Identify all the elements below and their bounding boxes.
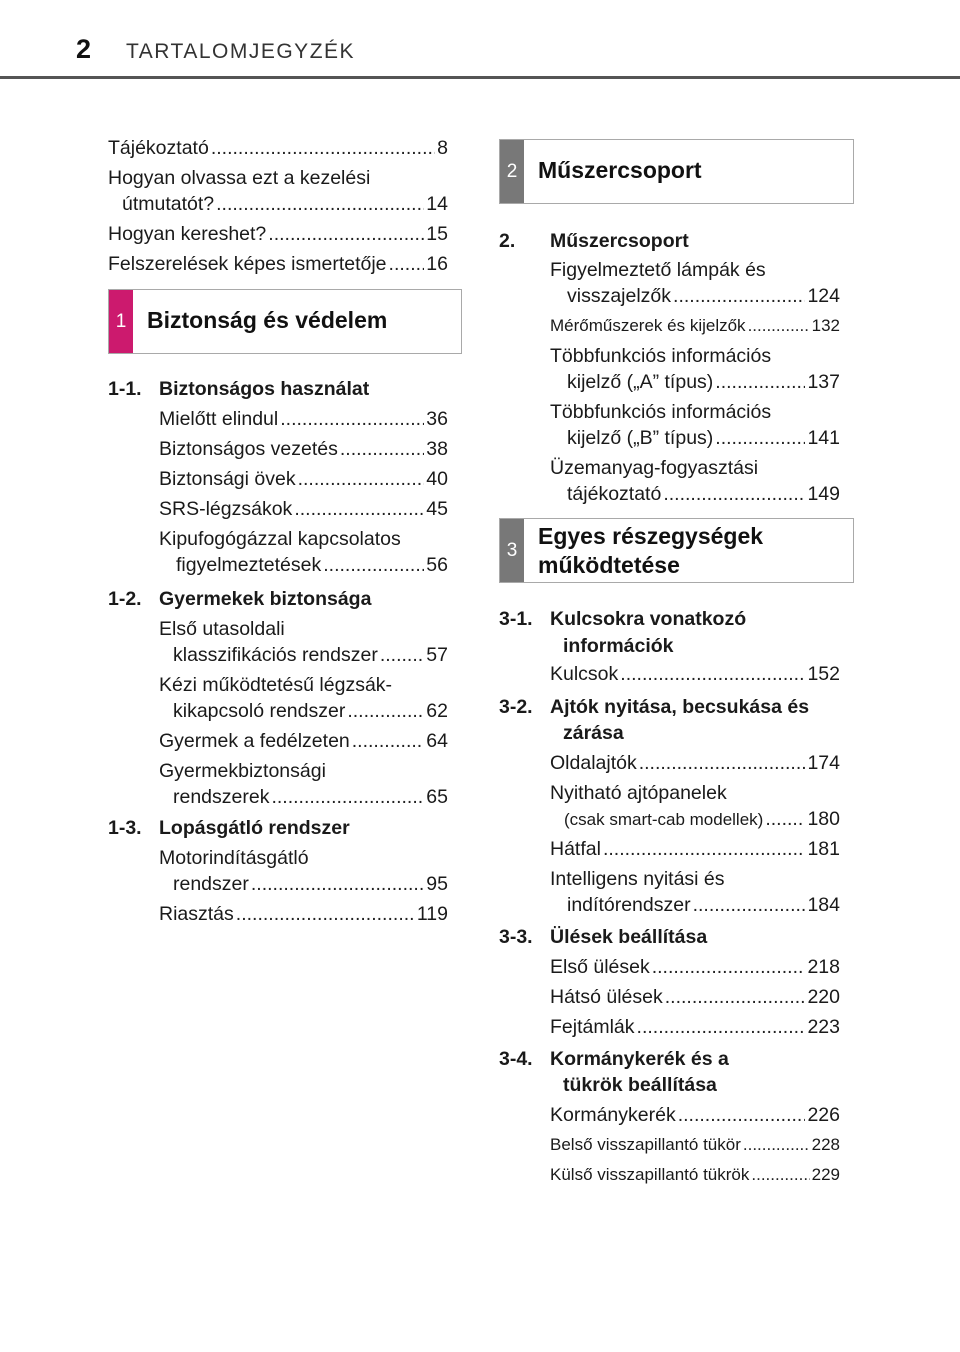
section-number: 1-1. bbox=[108, 378, 142, 400]
section-title: Műszercsoport bbox=[550, 230, 689, 252]
section-title: Ülések beállítása bbox=[550, 926, 708, 948]
section-title: Ajtók nyitása, becsukása és bbox=[550, 696, 810, 718]
entry-page: 57 bbox=[426, 644, 448, 666]
toc-entry[interactable] bbox=[550, 866, 840, 918]
toc-entry[interactable] bbox=[159, 466, 448, 492]
entry-title-cont: tájékoztató bbox=[567, 483, 662, 505]
chapter-title-line: Egyes részegységek bbox=[538, 523, 764, 549]
entry-page: 119 bbox=[416, 903, 448, 925]
toc-entry[interactable] bbox=[159, 616, 448, 668]
entry-title: Oldalajtók bbox=[550, 752, 637, 774]
chapter-box-3[interactable] bbox=[499, 518, 854, 583]
toc-entry[interactable] bbox=[550, 399, 840, 451]
entry-title-cont: kijelző („A” típus) bbox=[567, 371, 714, 393]
entry-page: 62 bbox=[426, 700, 448, 722]
entry-title: Többfunkciós információs bbox=[550, 401, 772, 423]
toc-entry[interactable] bbox=[159, 901, 448, 927]
entry-page: 218 bbox=[807, 956, 840, 978]
section-title-cont: zárása bbox=[563, 722, 624, 744]
entry-page: 220 bbox=[807, 986, 840, 1008]
entry-title-cont: kikapcsoló rendszer bbox=[173, 700, 346, 722]
chapter-number-tab: 1 bbox=[109, 290, 133, 353]
toc-entry[interactable] bbox=[159, 436, 448, 462]
chapter-title bbox=[538, 522, 763, 580]
entry-page: 152 bbox=[807, 663, 840, 685]
toc-entry[interactable] bbox=[108, 165, 448, 217]
entry-title: Fejtámlák bbox=[550, 1016, 635, 1038]
entry-page: 132 bbox=[811, 316, 840, 335]
entry-title-cont: indítórendszer bbox=[567, 894, 691, 916]
section-number: 3-3. bbox=[499, 926, 533, 948]
page-header bbox=[0, 0, 960, 78]
entry-title: Kormánykerék bbox=[550, 1104, 676, 1126]
toc-entry[interactable] bbox=[550, 984, 840, 1010]
entry-title: Gyermek a fedélzeten bbox=[159, 730, 350, 752]
section-heading[interactable] bbox=[499, 1046, 839, 1100]
entry-title: SRS-légzsákok bbox=[159, 498, 293, 520]
section-title: Lopásgátló rendszer bbox=[159, 817, 350, 839]
section-title: Gyermekek biztonsága bbox=[159, 588, 372, 610]
toc-entry[interactable] bbox=[550, 257, 840, 309]
section-number: 3-2. bbox=[499, 696, 533, 718]
entry-title: Biztonságos vezetés bbox=[159, 438, 338, 460]
entry-page: 180 bbox=[807, 808, 840, 830]
section-title: Biztonságos használat bbox=[159, 378, 370, 400]
toc-entry[interactable] bbox=[108, 251, 448, 277]
toc-entry[interactable] bbox=[550, 750, 840, 776]
toc-entry[interactable] bbox=[550, 1132, 840, 1158]
entry-page: 229 bbox=[811, 1165, 840, 1184]
entry-page: 45 bbox=[426, 498, 448, 520]
section-title-cont: információk bbox=[563, 635, 674, 657]
entry-title: Hátfal bbox=[550, 838, 601, 860]
toc-entry[interactable] bbox=[159, 845, 448, 897]
entry-title: Gyermekbiztonsági bbox=[159, 760, 326, 782]
entry-title: Hogyan olvassa ezt a kezelési bbox=[108, 167, 371, 189]
section-number: 1-2. bbox=[108, 588, 142, 610]
chapter-number-tab: 2 bbox=[500, 140, 524, 203]
entry-title-cont: klasszifikációs rendszer bbox=[173, 644, 378, 666]
entry-page: 14 bbox=[426, 193, 448, 215]
entry-title: Nyitható ajtópanelek bbox=[550, 782, 727, 804]
entry-page: 8 bbox=[437, 137, 448, 159]
entry-title-cont: rendszer bbox=[173, 873, 249, 895]
entry-title: Belső visszapillantó tükör bbox=[550, 1135, 741, 1154]
chapter-title: Műszercsoport bbox=[538, 157, 702, 183]
toc-entry[interactable] bbox=[159, 526, 448, 578]
entry-title: Intelligens nyitási és bbox=[550, 868, 725, 890]
toc-entry[interactable] bbox=[159, 758, 448, 810]
entry-page: 181 bbox=[807, 838, 840, 860]
entry-title: Mielőtt elindul bbox=[159, 408, 279, 430]
toc-entry[interactable] bbox=[108, 135, 448, 161]
chapter-box-1[interactable] bbox=[108, 289, 462, 354]
entry-title: Többfunkciós információs bbox=[550, 345, 772, 367]
entry-title: Hogyan kereshet? bbox=[108, 223, 267, 245]
entry-title-cont: kijelző („B” típus) bbox=[567, 427, 714, 449]
entry-page: 15 bbox=[426, 223, 448, 245]
toc-entry[interactable] bbox=[550, 1162, 840, 1188]
entry-title: Biztonsági övek bbox=[159, 468, 296, 490]
entry-page: 141 bbox=[807, 427, 840, 449]
chapter-title-line: működtetése bbox=[538, 552, 680, 578]
entry-title-cont: rendszerek bbox=[173, 786, 270, 808]
entry-title-cont: (csak smart-cab modellek) bbox=[564, 810, 764, 829]
entry-page: 36 bbox=[426, 408, 448, 430]
page-number: 2 bbox=[76, 34, 92, 64]
toc-entry[interactable] bbox=[159, 406, 448, 432]
chapter-number-tab: 3 bbox=[500, 519, 524, 582]
entry-page: 226 bbox=[807, 1104, 840, 1126]
section-title: Kulcsokra vonatkozó bbox=[550, 608, 747, 630]
toc-entry[interactable] bbox=[550, 313, 840, 339]
entry-page: 137 bbox=[807, 371, 840, 393]
toc-entry[interactable] bbox=[550, 661, 840, 687]
section-heading[interactable] bbox=[499, 606, 839, 660]
section-number: 3-4. bbox=[499, 1048, 533, 1070]
entry-title: Első ülések bbox=[550, 956, 650, 978]
entry-page: 223 bbox=[807, 1016, 840, 1038]
toc-entry[interactable] bbox=[550, 954, 840, 980]
chapter-title: Biztonság és védelem bbox=[147, 307, 388, 333]
entry-title: Riasztás bbox=[159, 903, 234, 925]
entry-page: 149 bbox=[807, 483, 840, 505]
entry-title: Kézi működtetésű légzsák- bbox=[159, 674, 393, 696]
toc-entry[interactable] bbox=[159, 496, 448, 522]
entry-title: Külső visszapillantó tükrök bbox=[550, 1165, 750, 1184]
entry-page: 184 bbox=[807, 894, 840, 916]
entry-page: 64 bbox=[426, 730, 448, 752]
page-title: TARTALOMJEGYZÉK bbox=[126, 40, 356, 63]
entry-title-cont: figyelmeztetések bbox=[176, 554, 322, 576]
entry-page: 38 bbox=[426, 438, 448, 460]
section-number: 2. bbox=[499, 230, 516, 252]
chapter-box-2[interactable] bbox=[499, 139, 854, 204]
entry-title: Kulcsok bbox=[550, 663, 619, 685]
entry-page: 16 bbox=[426, 253, 448, 275]
entry-page: 95 bbox=[426, 873, 448, 895]
entry-title: Figyelmeztető lámpák és bbox=[550, 259, 766, 281]
section-heading[interactable] bbox=[499, 694, 839, 748]
entry-title: Mérőműszerek és kijelzők bbox=[550, 316, 746, 335]
entry-page: 124 bbox=[807, 285, 840, 307]
toc-entry[interactable] bbox=[550, 780, 840, 833]
section-number: 3-1. bbox=[499, 608, 533, 630]
entry-title: Kipufogógázzal kapcsolatos bbox=[159, 528, 401, 550]
entry-title-cont: visszajelzők bbox=[567, 285, 672, 307]
section-number: 1-3. bbox=[108, 817, 142, 839]
entry-title: Tájékoztató bbox=[108, 137, 209, 159]
toc-entry[interactable] bbox=[108, 221, 448, 247]
entry-title-cont: útmutatót? bbox=[122, 193, 215, 215]
entry-page: 228 bbox=[811, 1135, 840, 1154]
entry-title: Első utasoldali bbox=[159, 618, 285, 640]
toc-entry[interactable] bbox=[550, 836, 840, 862]
entry-page: 65 bbox=[426, 786, 448, 808]
toc-entry[interactable] bbox=[550, 343, 840, 395]
entry-title: Hátsó ülések bbox=[550, 986, 663, 1008]
entry-page: 40 bbox=[426, 468, 448, 490]
toc-entry[interactable] bbox=[550, 1102, 840, 1128]
entry-title: Motorindításgátló bbox=[159, 847, 309, 869]
toc-entry[interactable] bbox=[159, 728, 448, 754]
toc-entry[interactable] bbox=[159, 672, 448, 724]
entry-title: Felszerelések képes ismertetője bbox=[108, 253, 387, 275]
toc-entry[interactable] bbox=[550, 1014, 840, 1040]
header-divider bbox=[0, 76, 960, 79]
section-title-cont: tükrök beállítása bbox=[563, 1074, 717, 1096]
toc-entry[interactable] bbox=[550, 455, 840, 507]
section-title: Kormánykerék és a bbox=[550, 1048, 729, 1070]
entry-title: Üzemanyag-fogyasztási bbox=[550, 457, 759, 479]
entry-page: 56 bbox=[426, 554, 448, 576]
entry-page: 174 bbox=[807, 752, 840, 774]
